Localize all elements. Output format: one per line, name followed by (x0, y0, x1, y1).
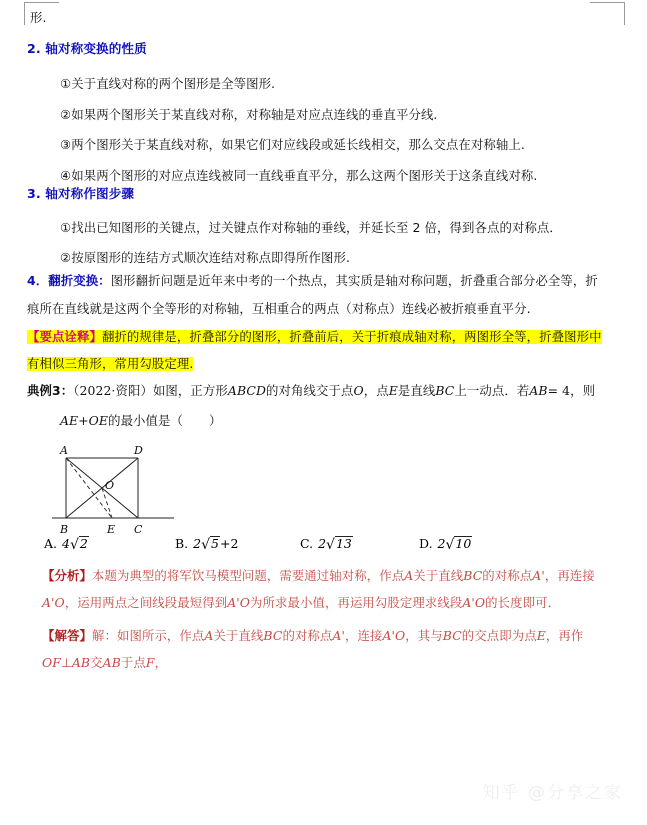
example-segment-ab: AB (529, 383, 548, 398)
option-c-radicand: 13 (335, 536, 352, 551)
example-stem-6: ，则 (570, 383, 596, 398)
solution-segment-ab-2: AB (102, 655, 121, 670)
figure-label-c: C (134, 523, 143, 536)
section-2-title: 轴对称变换的性质 (45, 41, 147, 56)
analysis-text-4: ，再连接 (544, 568, 595, 583)
example-square-label: ABCD (227, 383, 266, 398)
example-segment-bc: BC (435, 383, 455, 398)
figure-label-o: O (105, 479, 115, 492)
solution-segment-bc-1: BC (263, 628, 283, 643)
solution-point-a: A (204, 628, 214, 643)
option-c-key: C. (300, 536, 314, 551)
section-heading-3 (27, 188, 134, 201)
example-stem-5: 上一动点．若 (454, 383, 530, 398)
solution-text-7: ，再作 (545, 628, 584, 643)
solution-text-10: ， (154, 655, 168, 670)
analysis-text-5: ，运用两点之间线段最短得到 (64, 595, 228, 610)
example-label: 典例3 (27, 383, 61, 398)
example-point-e: E (388, 383, 398, 398)
option-d-coef: 2 (437, 536, 446, 551)
example-stem-line-2 (60, 415, 222, 427)
answer-options (0, 536, 647, 558)
analysis-text-2: 关于直线 (413, 568, 464, 583)
solution-text-8: 交 (90, 655, 103, 670)
option-d-radicand: 10 (455, 536, 472, 551)
example-stem-2: 的对角线交于点 (266, 383, 354, 398)
section-2-item-3: ③两个图形关于某直线对称，如果它们对应线段或延长线相交，那么交点在对称轴上. (60, 137, 525, 152)
key-note-line-2 (27, 353, 193, 372)
analysis-point-a: A (404, 568, 414, 583)
geometry-svg (50, 444, 230, 539)
example-colon: ： (60, 383, 74, 398)
section-2-item-2: ②如果两个图形关于某直线对称，对称轴是对应点连线的垂直平分线. (60, 107, 438, 122)
radical-icon: √ (445, 537, 455, 553)
section-2-number: 2. (27, 41, 41, 56)
solution-segment-ab-1: AB (71, 655, 91, 670)
section-heading-2 (27, 43, 147, 56)
key-note-text-line-2: 有相似三角形，常用勾股定理. (27, 356, 194, 371)
solution-segment-bc-2: BC (442, 628, 462, 643)
analysis-tag: 【分析】 (42, 568, 92, 583)
solution-text-3: 的对称点 (282, 628, 333, 643)
analysis-text-6: 为所求最小值，再运用勾股定理求线段 (250, 595, 463, 610)
radical-icon: √ (326, 537, 335, 553)
figure-label-b: B (60, 523, 69, 536)
option-a-key: A. (44, 536, 58, 551)
option-d-value (437, 536, 473, 552)
analysis-segment-bc: BC (463, 568, 483, 583)
geometry-figure-square-abcd (50, 444, 230, 539)
analysis-text-3: 的对称点 (482, 568, 533, 583)
figure-label-a: A (60, 444, 68, 457)
analysis-line-2 (42, 597, 560, 609)
option-a-coef: 4 (62, 536, 70, 551)
section-4-title: 翻折变换： (48, 273, 111, 288)
solution-text-1: 解：如图所示，作点 (91, 628, 205, 643)
section-2-item-1: ①关于直线对称的两个图形是全等图形. (60, 76, 276, 91)
crop-mark-top-right (590, 2, 625, 25)
figure-label-d: D (134, 444, 143, 457)
solution-line-1 (42, 630, 583, 642)
option-d-key: D. (419, 536, 433, 551)
radical-icon: √ (201, 537, 211, 553)
solution-line-2 (42, 657, 167, 669)
analysis-segment-ao-2: A'O (227, 595, 251, 610)
option-b-value (192, 536, 220, 552)
option-b-suffix: +2 (219, 536, 239, 551)
analysis-segment-ao-1: A'O (42, 595, 65, 610)
example-source: （2022·资阳） (73, 383, 153, 398)
solution-point-f: F (145, 655, 155, 670)
example-stem-line-1 (27, 385, 595, 397)
watermark: 知乎 @分享之家 (482, 783, 623, 803)
section-4-number: 4． (27, 273, 49, 288)
solution-text-6: 的交点即为点 (461, 628, 537, 643)
analysis-text-1: 本题为典型的将军饮马模型问题，需要通过轴对称，作点 (91, 568, 405, 583)
analysis-point-a-prime: A' (532, 568, 545, 583)
perpendicular-icon: ⊥ (60, 655, 72, 670)
section-3-number: 3. (27, 186, 41, 201)
section-3-item-1: ①找出已知图形的关键点，过关键点作对称轴的垂线，并延长至 2 倍，得到各点的对称点． (60, 220, 562, 235)
solution-segment-of: OF (42, 655, 61, 670)
solution-text-2: 关于直线 (213, 628, 264, 643)
option-c-value (317, 536, 353, 552)
solution-tag: 【解答】 (42, 628, 92, 643)
solution-point-a-prime: A' (332, 628, 345, 643)
option-a[interactable] (44, 536, 89, 552)
solution-text-9: 于点 (120, 655, 146, 670)
section-3-title: 轴对称作图步骤 (45, 186, 135, 201)
section-4-body-line-2: 痕所在直线就是这两个全等形的对称轴，互相重合的两点（对称点）连线必被折痕垂直平分. (27, 301, 531, 316)
section-2-item-4: ④如果两个图形的对应点连线被同一直线垂直平分，那么这两个图形关于这条直线对称. (60, 168, 538, 183)
key-note-text-line-1: 翻折的规律是，折叠部分的图形，折叠前后，关于折痕成轴对称，两图形全等，折叠图形中 (101, 329, 602, 344)
example-stem-tail: 的最小值是（ (108, 413, 184, 428)
analysis-line-1 (42, 570, 595, 582)
continuation-text: 形. (30, 10, 47, 25)
analysis-text-7: 的长度即可． (485, 595, 561, 610)
key-note-tag: 【要点诠释】 (27, 329, 102, 344)
solution-point-e: E (536, 628, 546, 643)
solution-text-4: ，连接 (344, 628, 383, 643)
option-b-coef: 2 (193, 536, 202, 551)
figure-label-e: E (107, 523, 116, 536)
example-expression: AE+OE (60, 413, 109, 428)
option-c-coef: 2 (318, 536, 327, 551)
option-a-radicand: 2 (79, 536, 88, 551)
section-4-body-line-1: 图形翻折问题是近年来中考的一个热点，其实质是轴对称问题，折叠重合部分必全等，折 (110, 273, 598, 288)
section-3-item-2: ②按原图形的连结方式顺次连结对称点即得所作图形. (60, 250, 351, 265)
example-ab-value: = 4 (547, 383, 571, 398)
radical-icon: √ (69, 537, 79, 553)
example-stem-4: 是直线 (397, 383, 436, 398)
solution-text-5: ，其与 (405, 628, 443, 643)
option-b-radicand: 5 (211, 536, 219, 551)
example-stem-close: ） (209, 413, 222, 428)
example-point-o: O (353, 383, 364, 398)
example-stem-3: ，点 (363, 383, 389, 398)
option-b-key: B. (175, 536, 189, 551)
option-b[interactable] (175, 536, 238, 552)
option-d[interactable] (419, 536, 472, 552)
option-a-value (61, 536, 89, 552)
section-4-line-1 (27, 275, 598, 287)
solution-segment-ao: A'O (382, 628, 406, 643)
analysis-segment-ao-3: A'O (462, 595, 486, 610)
example-stem-1: 如图，正方形 (152, 383, 228, 398)
key-note-line-1 (27, 326, 602, 345)
option-c[interactable] (300, 536, 353, 552)
